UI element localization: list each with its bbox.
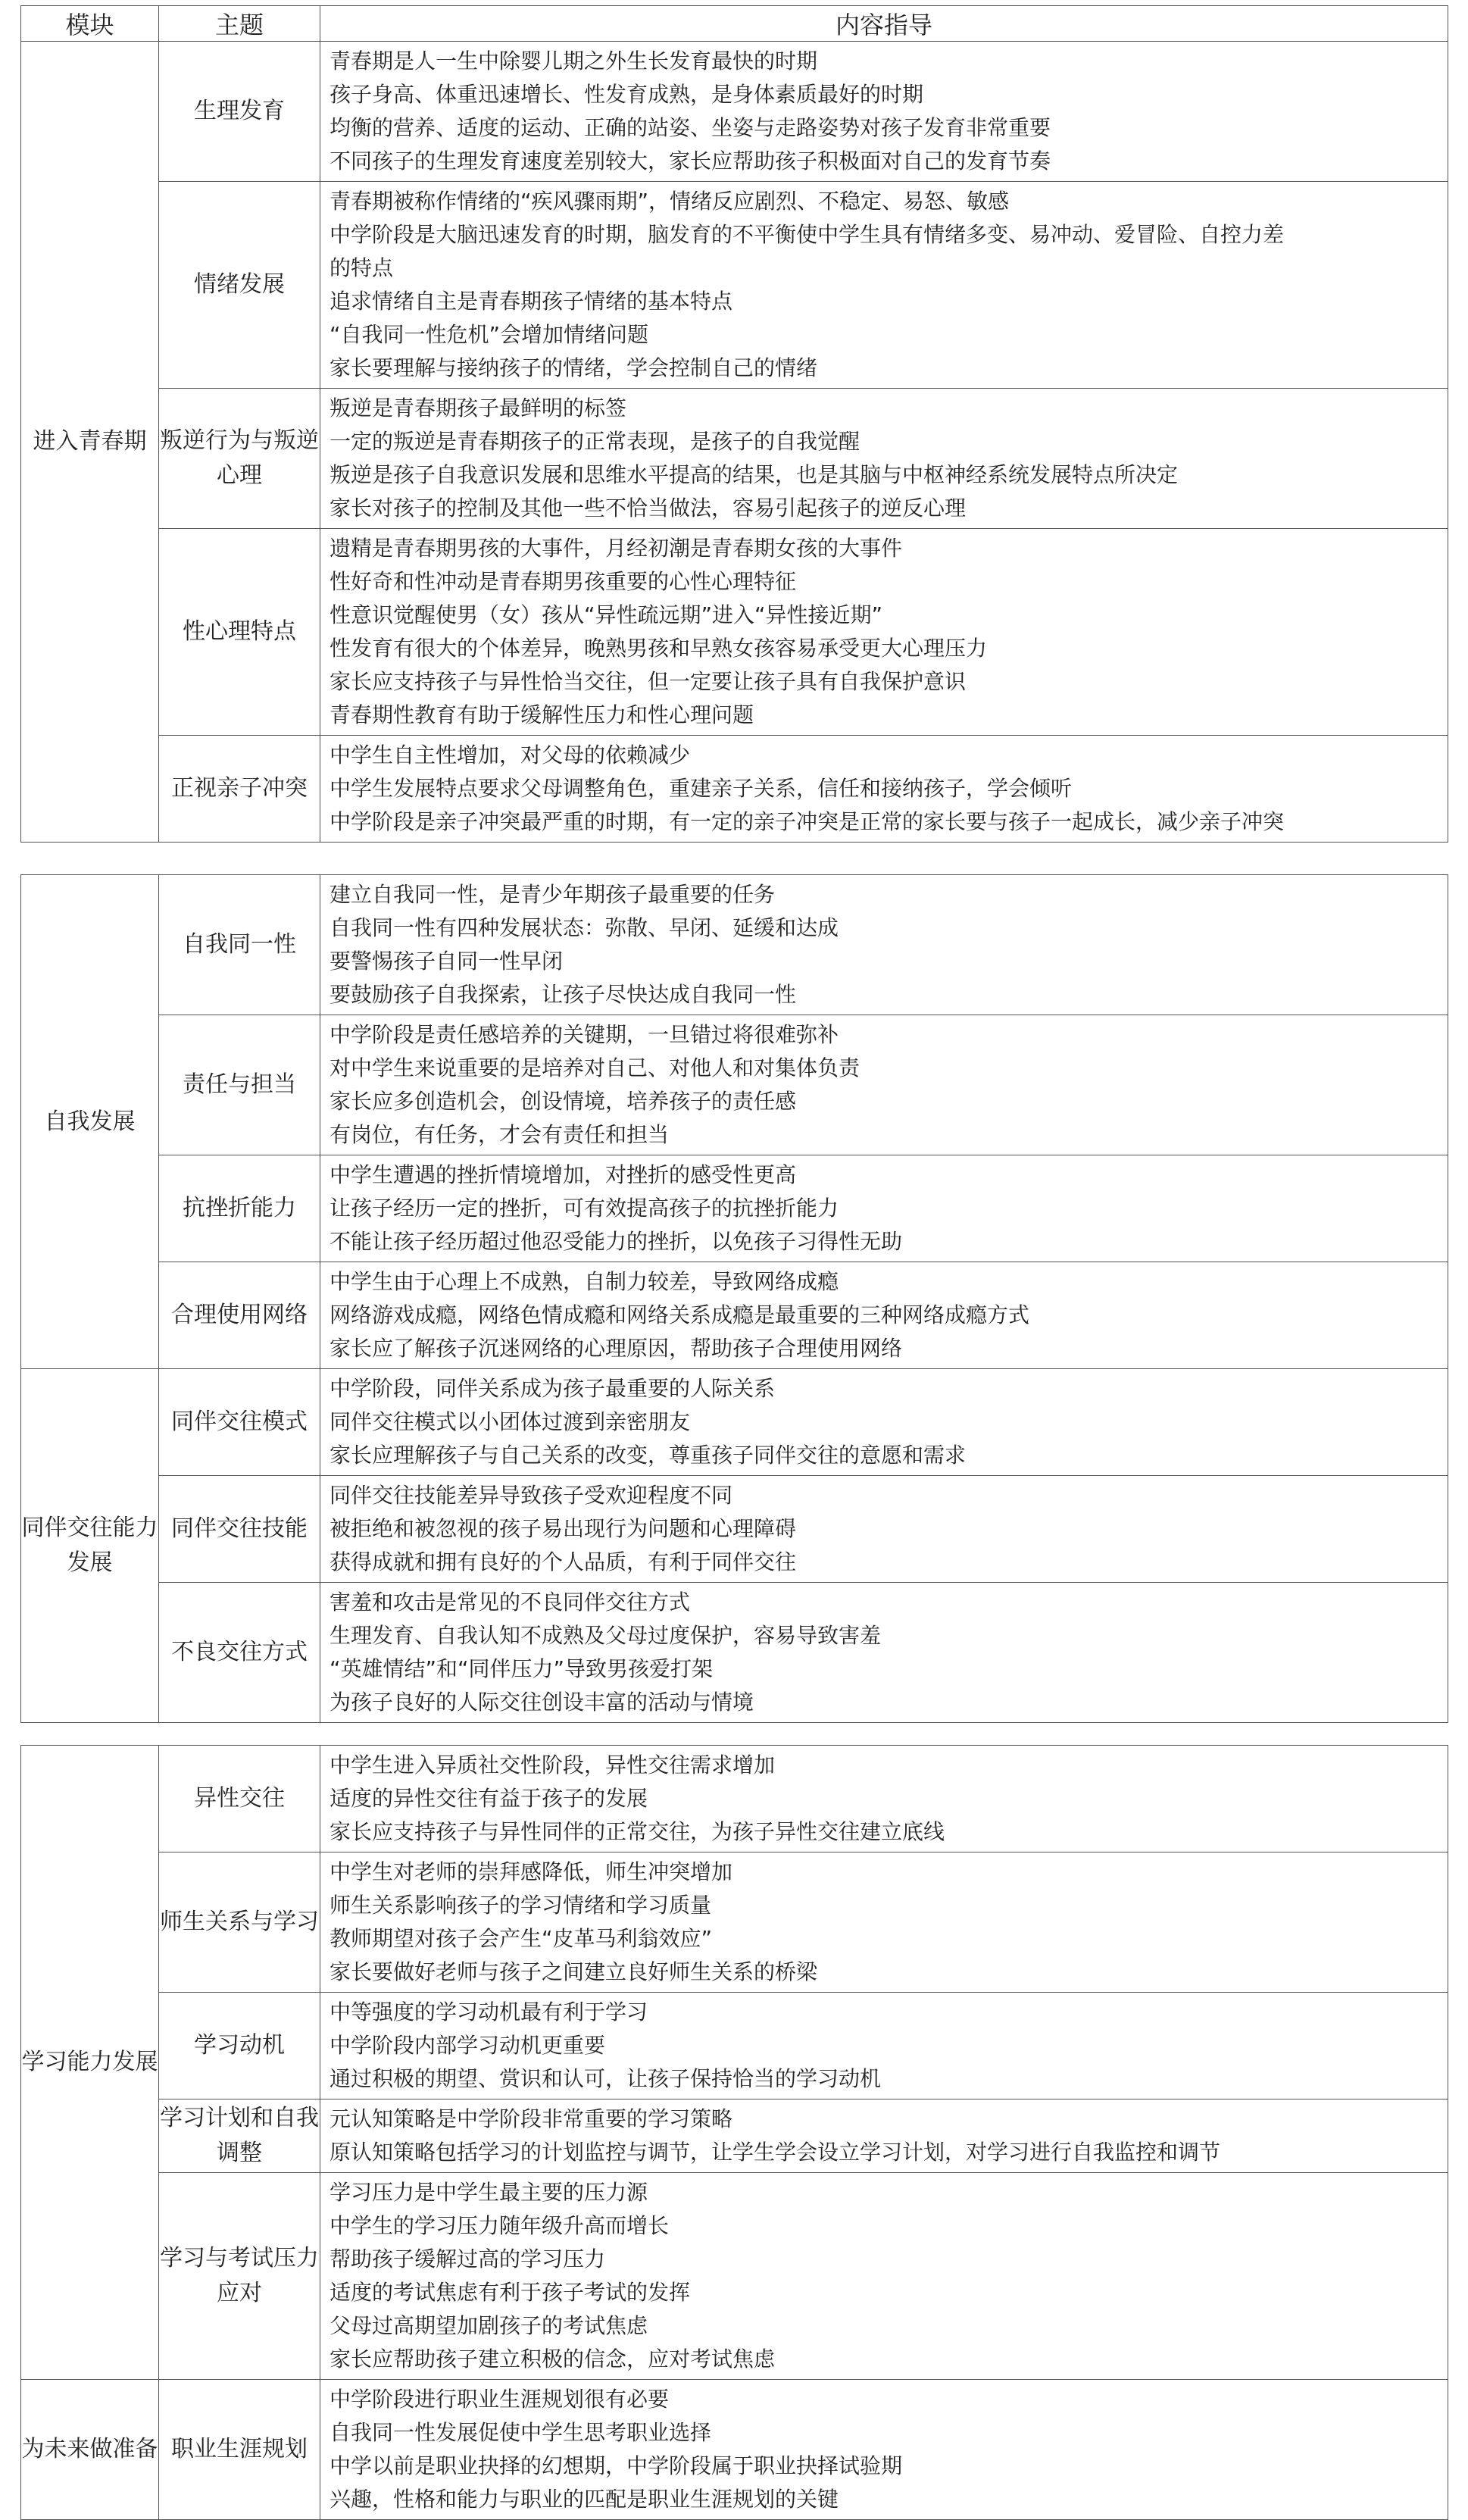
topic-cell: 学习与考试压力应对 bbox=[159, 2173, 320, 2380]
topic-cell: 自我同一性 bbox=[159, 875, 320, 1015]
topic-cell: 正视亲子冲突 bbox=[159, 736, 320, 843]
content-line: 家长应多创造机会，创设情境，培养孩子的责任感 bbox=[330, 1089, 797, 1114]
table-row bbox=[21, 389, 1448, 529]
content-line: 中等强度的学习动机最有利于学习 bbox=[330, 1999, 648, 2024]
table-row bbox=[21, 2380, 1448, 2520]
topic-cell: 责任与担当 bbox=[159, 1015, 320, 1155]
table-row bbox=[21, 1155, 1448, 1262]
content-line: 师生关系影响孩子的学习情绪和学习质量 bbox=[330, 1893, 712, 1918]
content-line: 通过积极的期望、赏识和认可，让孩子保持恰当的学习动机 bbox=[330, 2066, 882, 2091]
content-line: 生理发育、自我认知不成熟及父母过度保护，容易导致害羞 bbox=[330, 1623, 882, 1648]
content-line: 青春期性教育有助于缓解性压力和性心理问题 bbox=[330, 702, 754, 727]
table-row bbox=[21, 1015, 1448, 1155]
content-line: 建立自我同一性，是青少年期孩子最重要的任务 bbox=[330, 882, 776, 907]
table-row bbox=[21, 2099, 1448, 2173]
content-line: 中学生的学习压力随年级升高而增长 bbox=[330, 2213, 670, 2238]
content-line: 帮助孩子缓解过高的学习压力 bbox=[330, 2246, 606, 2271]
topic-cell: 情绪发展 bbox=[159, 182, 320, 389]
content-line: 有岗位，有任务，才会有责任和担当 bbox=[330, 1122, 670, 1147]
table-row bbox=[21, 1369, 1448, 1476]
module-cell: 学习能力发展 bbox=[21, 1746, 159, 2380]
content-line: 网络游戏成瘾，网络色情成瘾和网络关系成瘾是最重要的三种网络成瘾方式 bbox=[330, 1302, 1030, 1327]
content-line: 中学阶段，同伴关系成为孩子最重要的人际关系 bbox=[330, 1376, 776, 1401]
content-cell bbox=[320, 389, 1448, 529]
table-row bbox=[21, 529, 1448, 736]
content-line: 中学生遭遇的挫折情境增加，对挫折的感受性更高 bbox=[330, 1162, 797, 1187]
content-line: 家长应理解孩子与自己关系的改变，尊重孩子同伴交往的意愿和需求 bbox=[330, 1443, 967, 1468]
table-header-row bbox=[21, 6, 1448, 42]
module-cell: 同伴交往能力发展 bbox=[21, 1369, 159, 1723]
content-line: 叛逆是青春期孩子最鲜明的标签 bbox=[330, 396, 627, 421]
module-cell: 自我发展 bbox=[21, 875, 159, 1369]
content-line: 中学阶段是亲子冲突最严重的时期，有一定的亲子冲突是正常的家长要与孩子一起成长，减少亲子冲突 bbox=[330, 809, 1285, 834]
content-line: 一定的叛逆是青春期孩子的正常表现，是孩子的自我觉醒 bbox=[330, 429, 860, 454]
topic-cell: 职业生涯规划 bbox=[159, 2380, 320, 2520]
content-line: 原认知策略包括学习的计划监控与调节，让学生学会设立学习计划，对学习进行自我监控和调节 bbox=[330, 2140, 1221, 2165]
content-line: 家长对孩子的控制及其他一些不恰当做法，容易引起孩子的逆反心理 bbox=[330, 496, 967, 521]
table-row bbox=[21, 1993, 1448, 2099]
content-line: 害羞和攻击是常见的不良同伴交往方式 bbox=[330, 1590, 691, 1615]
topic-cell: 叛逆行为与叛逆心理 bbox=[159, 389, 320, 529]
content-line: 要警惕孩子自同一性早闭 bbox=[330, 949, 564, 974]
content-line: 青春期被称作情绪的“疾风骤雨期”，情绪反应剧烈、不稳定、易怒、敏感 bbox=[330, 189, 1010, 214]
content-line: 性好奇和性冲动是青春期男孩重要的心性心理特征 bbox=[330, 569, 797, 594]
content-line: 中学生对老师的崇拜感降低，师生冲突增加 bbox=[330, 1859, 733, 1884]
content-line: 中学生进入异质社交性阶段，异性交往需求增加 bbox=[330, 1752, 776, 1777]
module-cell: 为未来做准备 bbox=[21, 2380, 159, 2520]
content-line: 中学阶段是责任感培养的关键期，一旦错过将很难弥补 bbox=[330, 1022, 839, 1047]
content-line: 学习压力是中学生最主要的压力源 bbox=[330, 2180, 648, 2205]
table-row bbox=[21, 42, 1448, 182]
module-cell: 进入青春期 bbox=[21, 42, 159, 843]
topic-cell: 合理使用网络 bbox=[159, 1262, 320, 1369]
table-row bbox=[21, 182, 1448, 389]
content-line: 中学阶段内部学习动机更重要 bbox=[330, 2033, 606, 2058]
content-line: 为孩子良好的人际交往创设丰富的活动与情境 bbox=[330, 1690, 754, 1715]
table-row bbox=[21, 736, 1448, 843]
content-line: 元认知策略是中学阶段非常重要的学习策略 bbox=[330, 2106, 733, 2131]
content-line: 家长应了解孩子沉迷网络的心理原因，帮助孩子合理使用网络 bbox=[330, 1336, 903, 1361]
content-line: 自我同一性发展促使中学生思考职业选择 bbox=[330, 2420, 712, 2445]
header-module: 模块 bbox=[21, 6, 159, 42]
table-row bbox=[21, 1583, 1448, 1723]
content-line: 教师期望对孩子会产生“皮革马利翁效应” bbox=[330, 1926, 713, 1951]
content-line: 性意识觉醒使男（女）孩从“异性疏远期”进入“异性接近期” bbox=[330, 602, 883, 627]
content-line: 同伴交往技能差异导致孩子受欢迎程度不同 bbox=[330, 1483, 733, 1508]
content-line: “自我同一性危机”会增加情绪问题 bbox=[330, 322, 649, 347]
content-line: 不能让孩子经历超过他忍受能力的挫折，以免孩子习得性无助 bbox=[330, 1229, 903, 1254]
content-cell bbox=[320, 2380, 1448, 2520]
content-line: 家长应帮助孩子建立积极的信念，应对考试焦虑 bbox=[330, 2346, 776, 2371]
table-row bbox=[21, 1262, 1448, 1369]
content-line: 家长要理解与接纳孩子的情绪，学会控制自己的情绪 bbox=[330, 355, 818, 380]
content-line: 中学生由于心理上不成熟，自制力较差，导致网络成瘾 bbox=[330, 1269, 839, 1294]
content-line: 叛逆是孩子自我意识发展和思维水平提高的结果，也是其脑与中枢神经系统发展特点所决定 bbox=[330, 462, 1179, 487]
content-cell bbox=[320, 1369, 1448, 1476]
content-cell bbox=[320, 1262, 1448, 1369]
content-line: 中学阶段进行职业生涯规划很有必要 bbox=[330, 2387, 670, 2412]
content-cell bbox=[320, 875, 1448, 1015]
header-content: 内容指导 bbox=[320, 6, 1448, 42]
content-line: 对中学生来说重要的是培养对自己、对他人和对集体负责 bbox=[330, 1055, 860, 1080]
content-line: 家长要做好老师与孩子之间建立良好师生关系的桥梁 bbox=[330, 1959, 818, 1984]
table-row bbox=[21, 875, 1448, 1015]
content-line: 父母过高期望加剧孩子的考试焦虑 bbox=[330, 2313, 648, 2338]
guidance-table-2 bbox=[20, 874, 1448, 1723]
table-row bbox=[21, 1476, 1448, 1583]
content-cell bbox=[320, 1476, 1448, 1583]
content-line: 遗精是青春期男孩的大事件，月经初潮是青春期女孩的大事件 bbox=[330, 536, 903, 561]
content-line: 中学生发展特点要求父母调整角色，重建亲子关系，信任和接纳孩子，学会倾听 bbox=[330, 776, 1073, 801]
guidance-table-1 bbox=[20, 5, 1448, 843]
topic-cell: 学习动机 bbox=[159, 1993, 320, 2099]
content-line: 均衡的营养、适度的运动、正确的站姿、坐姿与走路姿势对孩子发育非常重要 bbox=[330, 115, 1051, 140]
content-line: 青春期是人一生中除婴儿期之外生长发育最快的时期 bbox=[330, 48, 818, 73]
guidance-table-3 bbox=[20, 1745, 1448, 2520]
content-cell bbox=[320, 529, 1448, 736]
content-line: 家长应支持孩子与异性恰当交往，但一定要让孩子具有自我保护意识 bbox=[330, 669, 967, 694]
content-line: 自我同一性有四种发展状态：弥散、早闭、延缓和达成 bbox=[330, 915, 839, 940]
content-line: 性发育有很大的个体差异，晚熟男孩和早熟女孩容易承受更大心理压力 bbox=[330, 636, 988, 661]
content-line: 获得成就和拥有良好的个人品质，有利于同伴交往 bbox=[330, 1549, 797, 1574]
content-line: 被拒绝和被忽视的孩子易出现行为问题和心理障碍 bbox=[330, 1516, 797, 1541]
content-line: 的特点 bbox=[330, 255, 394, 280]
content-line: 适度的考试焦虑有利于孩子考试的发挥 bbox=[330, 2280, 691, 2305]
content-line: 同伴交往模式以小团体过渡到亲密朋友 bbox=[330, 1409, 691, 1434]
content-cell bbox=[320, 1015, 1448, 1155]
topic-cell: 异性交往 bbox=[159, 1746, 320, 1852]
header-topic: 主题 bbox=[159, 6, 320, 42]
content-line: 让孩子经历一定的挫折，可有效提高孩子的抗挫折能力 bbox=[330, 1196, 839, 1221]
topic-cell: 学习计划和自我调整 bbox=[159, 2099, 320, 2173]
content-cell bbox=[320, 1852, 1448, 1993]
content-cell bbox=[320, 1993, 1448, 2099]
topic-cell: 生理发育 bbox=[159, 42, 320, 182]
content-cell bbox=[320, 736, 1448, 843]
content-cell bbox=[320, 1746, 1448, 1852]
content-cell bbox=[320, 2099, 1448, 2173]
content-line: 中学以前是职业抉择的幻想期，中学阶段属于职业抉择试验期 bbox=[330, 2453, 903, 2478]
content-line: 不同孩子的生理发育速度差别较大，家长应帮助孩子积极面对自己的发育节奏 bbox=[330, 149, 1051, 174]
topic-cell: 同伴交往模式 bbox=[159, 1369, 320, 1476]
table-row bbox=[21, 1852, 1448, 1993]
content-line: 追求情绪自主是青春期孩子情绪的基本特点 bbox=[330, 289, 733, 314]
topic-cell: 性心理特点 bbox=[159, 529, 320, 736]
content-line: 中学生自主性增加，对父母的依赖减少 bbox=[330, 743, 691, 768]
content-cell bbox=[320, 1155, 1448, 1262]
content-line: “英雄情结”和“同伴压力”导致男孩爱打架 bbox=[330, 1656, 714, 1681]
topic-cell: 不良交往方式 bbox=[159, 1583, 320, 1723]
content-cell bbox=[320, 1583, 1448, 1723]
content-line: 家长应支持孩子与异性同伴的正常交往，为孩子异性交往建立底线 bbox=[330, 1819, 945, 1844]
content-cell bbox=[320, 2173, 1448, 2380]
content-line: 要鼓励孩子自我探索，让孩子尽快达成自我同一性 bbox=[330, 982, 797, 1007]
topic-cell: 师生关系与学习 bbox=[159, 1852, 320, 1993]
content-line: 兴趣，性格和能力与职业的匹配是职业生涯规划的关键 bbox=[330, 2487, 839, 2512]
topic-cell: 同伴交往技能 bbox=[159, 1476, 320, 1583]
table-row bbox=[21, 1746, 1448, 1852]
content-line: 孩子身高、体重迅速增长、性发育成熟，是身体素质最好的时期 bbox=[330, 82, 924, 107]
content-line: 中学阶段是大脑迅速发育的时期，脑发育的不平衡使中学生具有情绪多变、易冲动、爱冒险、自控力差 bbox=[330, 222, 1285, 247]
content-line: 适度的异性交往有益于孩子的发展 bbox=[330, 1786, 648, 1811]
content-cell bbox=[320, 182, 1448, 389]
table-row bbox=[21, 2173, 1448, 2380]
topic-cell: 抗挫折能力 bbox=[159, 1155, 320, 1262]
content-cell bbox=[320, 42, 1448, 182]
